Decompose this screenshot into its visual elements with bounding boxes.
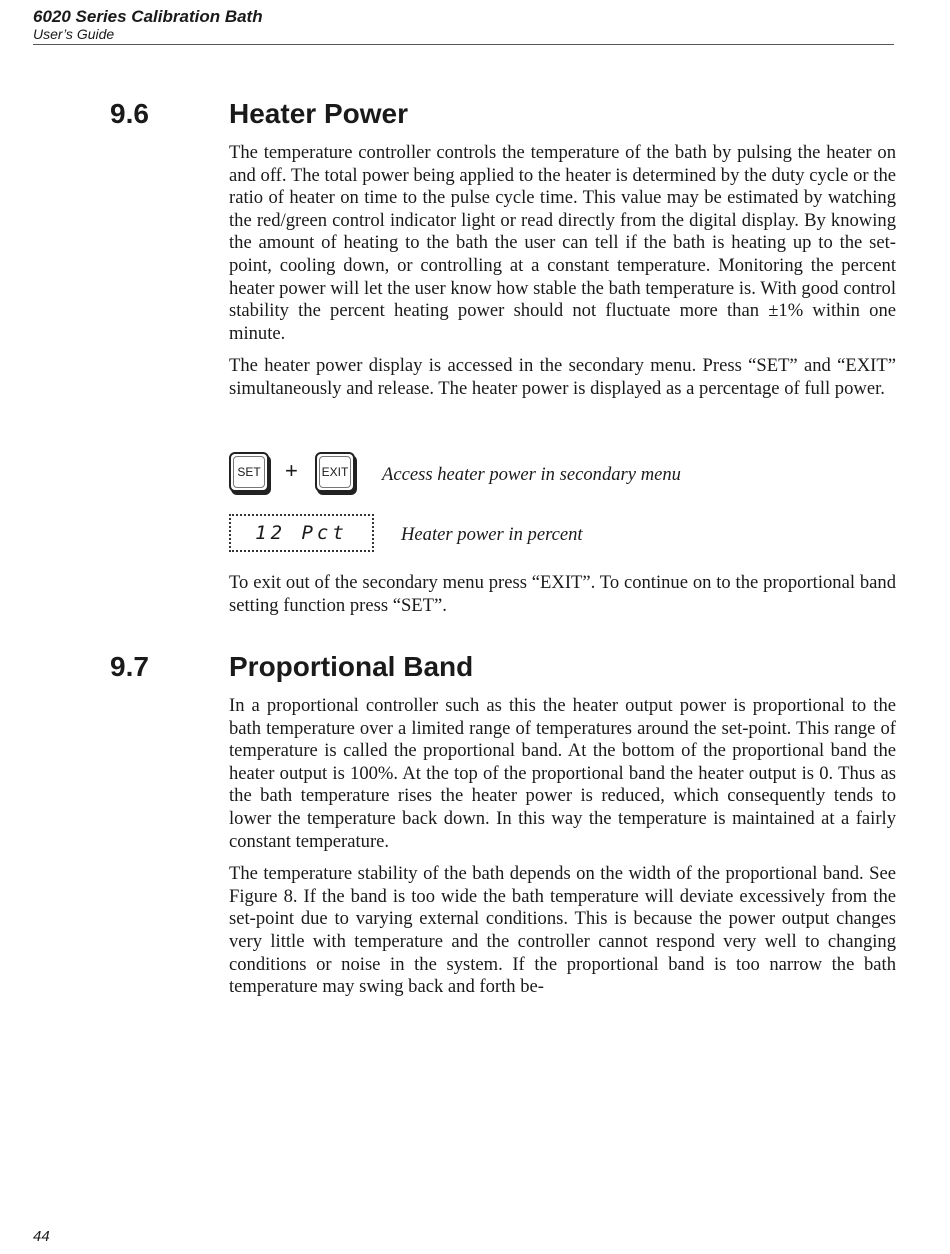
section-body — [229, 695, 896, 1009]
page-number: 44 — [33, 1228, 50, 1245]
exit-key-label: EXIT — [319, 456, 351, 488]
section-body — [229, 142, 896, 411]
section-title: Proportional Band — [229, 651, 474, 682]
key-caption: Access heater power in secondary menu — [382, 464, 681, 485]
document-title: 6020 Series Calibration Bath — [33, 7, 263, 26]
section-number: 9.6 — [110, 98, 149, 129]
paragraph: To exit out of the secondary menu press “EXIT”. To continue on to the proportional band setting function press “SET”. — [229, 572, 896, 616]
header-divider — [33, 44, 894, 45]
paragraph: In a proportional controller such as this the heater output power is proportional to the bath temperature over a limited range of temperatures around the set-point. This range of temperature is called the proportional band. At the bottom of the proportional band the heater output is 100%. At the top of the proportional band the heater output is 0. Thus as the bath temperature rises the heater power is reduced, which consequently tends to lower the temperature back down. In this way the temperature is maintained at a fairly constant temperature. — [229, 695, 896, 852]
exit-instructions — [229, 572, 896, 627]
paragraph: The heater power display is accessed in the secondary menu. Press “SET” and “EXIT” simultaneously and release. The heater power is displayed as a percentage of full power. — [229, 355, 896, 399]
exit-key-button — [315, 452, 355, 492]
key-combination — [229, 452, 829, 496]
set-key-label: SET — [233, 456, 265, 488]
lcd-display: 12 Pct — [229, 514, 374, 552]
set-key-button — [229, 452, 269, 492]
display-caption: Heater power in percent — [401, 524, 583, 545]
paragraph: The temperature stability of the bath depends on the width of the proportional band. See Figure 8. If the band is too wide the bath temperature will deviate excessively from the set-point due to varying external conditions. This is because the power output changes very little with temperature and the controller cannot respond very well to changing conditions or noise in the system. If the proportional band is too narrow the bath temperature may swing back and forth be- — [229, 863, 896, 998]
paragraph: The temperature controller controls the temperature of the bath by pulsing the heater on and off. The total power being applied to the heater is determined by the duty cycle or the ratio of heater on time to the pulse cycle time. This value may be estimated by watching the red/green control indicator light or read directly from the digital display. By knowing the amount of heating to the bath the user can tell if the bath is heating up to the set-point, cooling down, or controlling at a constant temperature. Monitoring the percent heater power will let the user know how stable the bath temperature is. With good control stability the percent heating power should not fluctuate more than ±1% within one minute. — [229, 142, 896, 344]
page-header — [33, 7, 894, 45]
section-title: Heater Power — [229, 98, 408, 129]
plus-sign: + — [285, 458, 298, 483]
section-number: 9.7 — [110, 651, 149, 682]
document-subtitle: User’s Guide — [33, 26, 115, 42]
